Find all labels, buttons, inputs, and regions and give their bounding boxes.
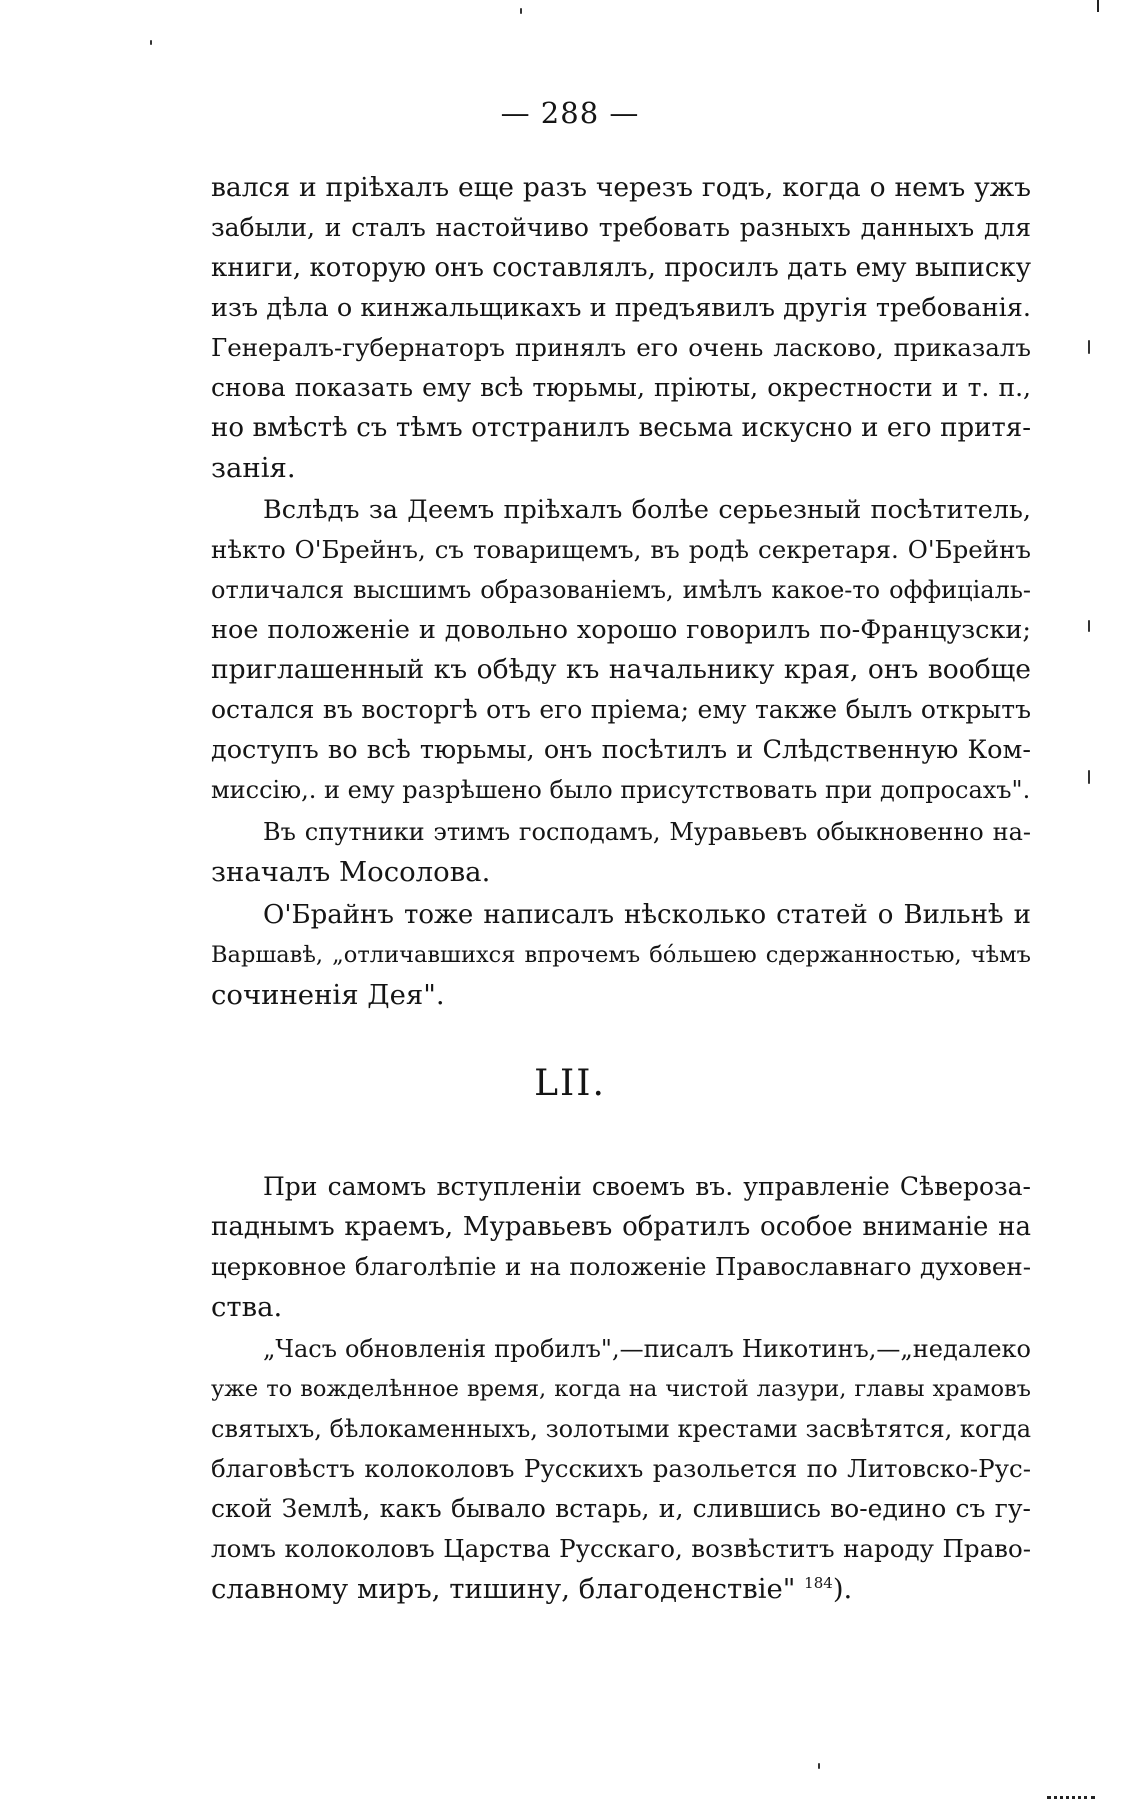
text-line: но вмѣстѣ съ тѣмъ отстранилъ весьма искусно и его притя- xyxy=(211,413,1031,443)
text-line: доступъ во всѣ тюрьмы, онъ посѣтилъ и Слѣдственную Ком- xyxy=(211,735,1031,765)
text-line: При самомъ вступленіи своемъ въ. управленіе Сѣвероза- xyxy=(263,1172,1031,1201)
text-line: изъ дѣла о кинжальщикахъ и предъявилъ другія требованія. xyxy=(211,293,1031,323)
text-line: занія. xyxy=(211,452,296,484)
text-line: Генералъ-губернаторъ принялъ его очень ласково, приказалъ xyxy=(211,333,1031,362)
paragraph-obrein xyxy=(211,490,1031,810)
closing-punctuation: ). xyxy=(832,1573,853,1605)
text-line-body: славному миръ, тишину, благоденствіе" xyxy=(211,1573,796,1605)
scan-speck xyxy=(520,8,522,14)
paragraph-quote-nikotin xyxy=(211,1329,1031,1609)
text-line: благовѣстъ колоколовъ Русскихъ разольется по Литовско-Рус- xyxy=(211,1454,1031,1483)
text-line: Варшавѣ, „отличавшихся впрочемъ бо́льшею сдержанностью, чѣмъ xyxy=(211,942,1031,968)
page-number: — 288 — xyxy=(500,96,640,130)
scan-speck xyxy=(1088,770,1090,784)
scan-speck xyxy=(150,40,152,45)
text-line: ской Землѣ, какъ бывало встарь, и, слившись во-едино съ гу- xyxy=(211,1494,1031,1523)
text-line xyxy=(211,1569,1031,1609)
text-line: миссію,. и ему разрѣшено было присутствовать при допросахъ". xyxy=(211,776,1031,804)
text-line: церковное благолѣпіе и на положеніе Православнаго духовен- xyxy=(211,1252,1031,1281)
text-line: отличался высшимъ образованіемъ, имѣлъ какое-то оффиціаль- xyxy=(211,576,1031,604)
text-line: снова показать ему всѣ тюрьмы, пріюты, окрестности и т. п., xyxy=(211,373,1031,402)
scan-speck xyxy=(1088,340,1090,354)
paragraph-continuation xyxy=(211,168,1031,488)
text-line: Въ спутники этимъ господамъ, Муравьевъ обыкновенно на- xyxy=(263,818,1031,846)
scan-edge-mark xyxy=(1097,0,1099,12)
text-line: вался и пріѣхалъ еще разъ черезъ годъ, когда о немъ ужъ xyxy=(211,172,1031,203)
paragraph-church xyxy=(211,1167,1031,1327)
text-line: паднымъ краемъ, Муравьевъ обратилъ особое вниманіе на xyxy=(211,1212,1031,1242)
text-line: святыхъ, бѣлокаменныхъ, золотыми крестами засвѣтятся, когда xyxy=(211,1415,1031,1443)
text-line: „Часъ обновленія пробилъ",—писалъ Никотинъ,—„недалеко xyxy=(263,1335,1031,1363)
text-line: нѣкто О'Брейнъ, съ товарищемъ, въ родѣ секретаря. О'Брейнъ xyxy=(211,535,1031,564)
text-line: забыли, и сталъ настойчиво требовать разныхъ данныхъ для xyxy=(211,213,1031,242)
text-line: ства. xyxy=(211,1291,283,1323)
text-line: ное положеніе и довольно хорошо говорилъ по-Французски; xyxy=(211,615,1031,645)
footnote-reference[interactable]: 184 xyxy=(804,1574,833,1592)
paragraph-mosolov xyxy=(211,812,1031,892)
scan-speck xyxy=(818,1763,820,1769)
paragraph-obrain-articles xyxy=(211,895,1031,1015)
text-line: уже то вожделѣнное время, когда на чистой лазури, главы храмовъ xyxy=(211,1376,1031,1402)
text-line: книги, которую онъ составлялъ, просилъ дать ему выписку xyxy=(211,253,1031,283)
text-line: сочиненія Дея". xyxy=(211,979,445,1011)
text-line: О'Брайнъ тоже написалъ нѣсколько статей о Вильнѣ и xyxy=(263,900,1031,930)
scan-corner-mark xyxy=(1047,1786,1095,1799)
text-line: Вслѣдъ за Деемъ пріѣхалъ болѣе серьезный посѣтитель, xyxy=(263,495,1031,525)
section-heading: LII. xyxy=(534,1063,606,1104)
text-line: остался въ восторгѣ отъ его пріема; ему также былъ открытъ xyxy=(211,695,1031,724)
text-line: ломъ колоколовъ Царства Русскаго, возвѣститъ народу Право- xyxy=(211,1534,1031,1563)
text-line: значалъ Мосолова. xyxy=(211,856,491,888)
text-line: приглашенный къ обѣду къ начальнику края, онъ вообще xyxy=(211,654,1031,685)
scan-speck xyxy=(1088,620,1090,632)
